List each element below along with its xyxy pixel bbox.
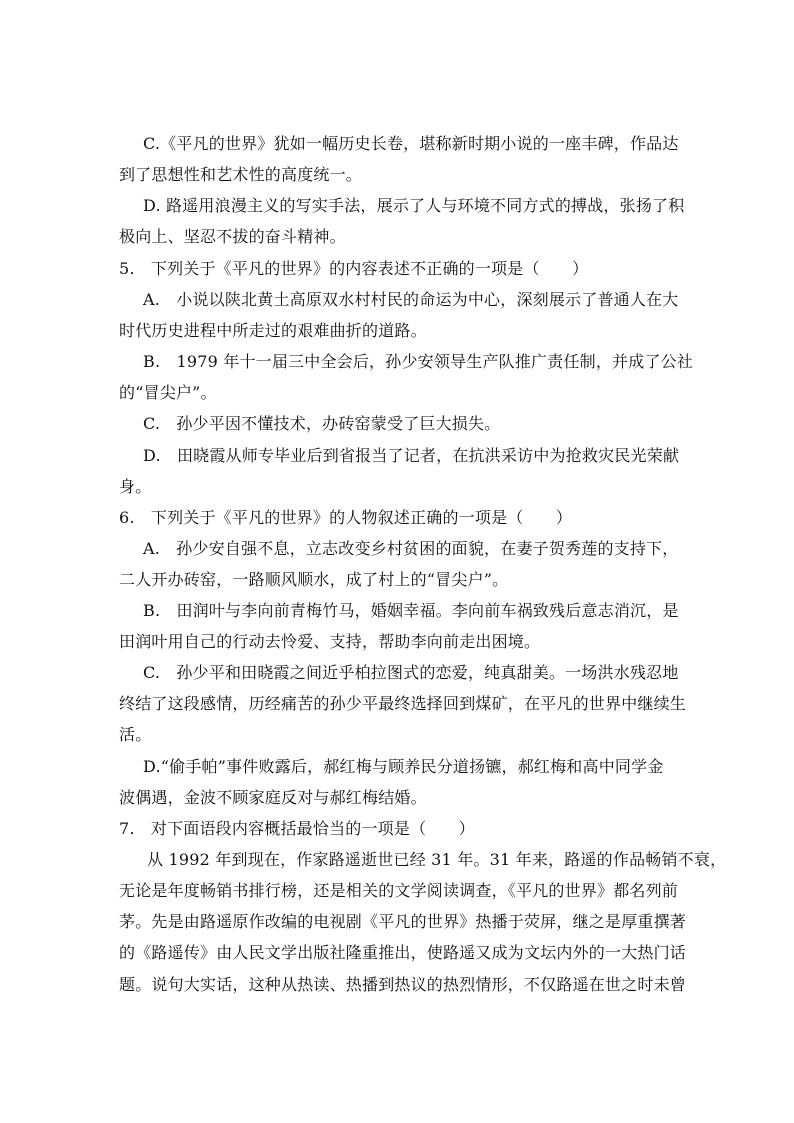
q5-option-a-line2: 时代历史进程中所走过的艰难曲折的道路。 [119, 321, 427, 340]
q7-passage-line5: 题。说句大实话，这种从热读、热播到热议的热烈情形，不仅路遥在世之时未曾 [119, 975, 687, 994]
q7-stem: 7. 对下面语段内容概括最恰当的一项是（ ） [119, 819, 475, 838]
q6-option-b-line1: B. 田润叶与李向前青梅竹马，婚姻幸福。李向前车祸致残后意志消沉，是 [143, 601, 679, 620]
q5-option-c-line1: C. 孙少平因不懂技术，办砖窑蒙受了巨大损失。 [143, 414, 501, 433]
q6-option-a-line1: A. 孙少安自强不息，立志改变乡村贫困的面貌，在妻子贺秀莲的支持下， [143, 539, 679, 558]
q4-option-d-line2: 极向上、坚忍不拔的奋斗精神。 [119, 227, 346, 246]
q6-stem: 6. 下列关于《平凡的世界》的人物叙述正确的一项是（ ） [119, 508, 573, 527]
q7-passage-line1: 从 1992 年到现在，作家路遥逝世已经 31 年。31 年来，路遥的作品畅销不衰， [147, 850, 727, 869]
q5-stem: 5. 下列关于《平凡的世界》的内容表述不正确的一项是（ ） [119, 259, 589, 278]
q6-option-b-line2: 田润叶用自己的行动去怜爱、支持，帮助李向前走出困境。 [119, 632, 541, 651]
q4-option-c-line2: 到了思想性和艺术性的高度统一。 [119, 165, 363, 184]
q6-option-d-line2: 波偶遇，金波不顾家庭反对与郝红梅结婚。 [119, 788, 427, 807]
q4-option-c-line1: C.《平凡的世界》犹如一幅历史长卷，堪称新时期小说的一座丰碑，作品达 [143, 134, 679, 153]
q6-option-d-line1: D.“偷手帕”事件败露后，郝红梅与顾养民分道扬镳，郝红梅和高中同学金 [143, 757, 664, 776]
q6-option-c-line3: 活。 [119, 725, 152, 744]
q7-passage-line2: 无论是年度畅销书排行榜，还是相关的文学阅读调查，《平凡的世界》都名列前 [119, 881, 679, 900]
q7-passage-line4: 的《路遥传》由人民文学出版社隆重推出，使路遥又成为文坛内外的一大热门话 [119, 943, 687, 962]
q6-option-a-line2: 二人开办砖窑，一路顺风顺水，成了村上的“冒尖户”。 [119, 570, 509, 589]
q5-option-d-line2: 身。 [119, 477, 152, 496]
q5-option-a-line1: A. 小说以陕北黄土高原双水村村民的命运为中心，深刻展示了普通人在大 [143, 290, 679, 309]
q5-option-b-line2: 的“冒尖户”。 [119, 383, 217, 402]
q6-option-c-line2: 终结了这段感情，历经痛苦的孙少平最终选择回到煤矿，在平凡的世界中继续生 [119, 694, 687, 713]
q7-passage-line3: 茅。先是由路遥原作改编的电视剧《平凡的世界》热播于荧屏，继之是厚重撰著 [119, 912, 687, 931]
q5-option-d-line1: D. 田晓霞从师专毕业后到省报当了记者，在抗洪采访中为抢救灾民光荣献 [143, 446, 680, 465]
q6-option-c-line1: C. 孙少平和田晓霞之间近乎柏拉图式的恋爱，纯真甜美。一场洪水残忍地 [143, 663, 679, 682]
q5-option-b-line1: B. 1979 年十一届三中全会后，孙少安领导生产队推广责任制，并成了公社 [143, 352, 694, 371]
q4-option-d-line1: D. 路遥用浪漫主义的写实手法，展示了人与环境不同方式的搏战，张扬了积 [143, 196, 685, 215]
